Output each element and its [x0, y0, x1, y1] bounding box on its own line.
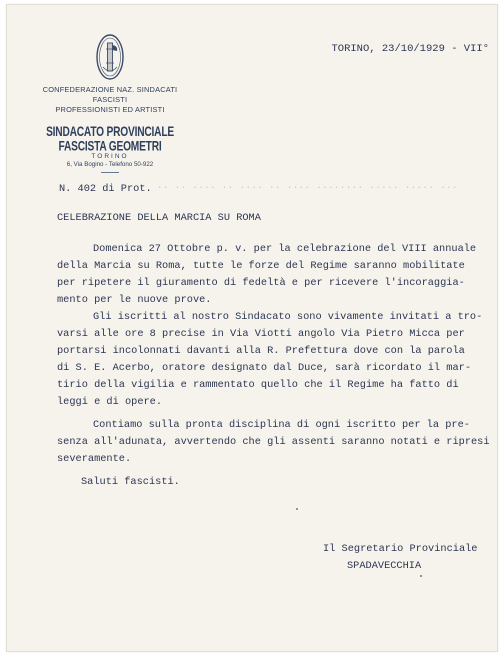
body-line: mento per le nuove prove. — [57, 294, 212, 306]
protocol-number: N. 402 di Prot. — [59, 183, 152, 195]
letterhead-address: 6, Via Bogino - Telefono 50-922 — [66, 161, 154, 168]
letterhead-city: TORINO — [91, 153, 129, 160]
body-line: per ripetere il giuramento di fedeltà e per ricevere l'incoraggia- — [57, 277, 465, 289]
letter-body — [57, 241, 490, 491]
body-line: portarsi incolonnati davanti alla R. Prefettura dove con la parola — [57, 345, 465, 357]
fasces-emblem-icon — [95, 33, 125, 81]
letterhead-rule — [101, 172, 119, 173]
letterhead-title: SINDACATO PROVINCIALE FASCISTA GEOMETRI — [46, 125, 174, 155]
body-line: della Marcia su Roma, tutte le forze del Regime saranno mobilitate — [57, 260, 465, 272]
body-line: tirio della vigilia e rammentato quello che il Regime ha fatto di — [57, 379, 459, 391]
ink-speck — [296, 508, 298, 510]
body-line: Domenica 27 Ottobre p. v. per la celebrazione del VIII annuale — [93, 243, 477, 255]
signature-title: Il Segretario Provinciale — [323, 543, 478, 555]
faint-show-through-text: ·· ·· ···· ·· ···· ·· ···· ········ ····· ····· ··· — [157, 183, 458, 193]
subject-line: CELEBRAZIONE DELLA MARCIA SU ROMA — [57, 212, 261, 224]
letter-sheet — [6, 4, 498, 652]
ink-speck — [420, 575, 422, 577]
body-line: Gli iscritti al nostro Sindacato sono vivamente invitati a tro- — [93, 311, 483, 323]
letterhead-confederation: CONFEDERAZIONE NAZ. SINDACATI — [42, 85, 178, 94]
dateline: TORINO, 23/10/1929 - VII° — [331, 43, 489, 55]
body-line: leggi e di opere. — [57, 396, 163, 408]
letterhead-fascisti: FASCISTI — [92, 95, 128, 104]
body-line: varsi alle ore 8 precise in Via Viotti angolo Via Pietro Micca per — [57, 328, 465, 340]
body-line: di S. E. Acerbo, oratore designato dal Duce, sarà ricordato il mar- — [57, 362, 472, 374]
letterhead-professionisti: PROFESSIONISTI ED ARTISTI — [55, 105, 165, 114]
body-line: Contiamo sulla pronta disciplina di ogni iscritto per la pre- — [93, 419, 470, 431]
letterhead — [25, 33, 195, 173]
body-line: senza all'adunata, avvertendo che gli assenti saranno notati e ripresi — [57, 436, 490, 448]
signature-block — [323, 541, 477, 575]
body-line: severamente. — [57, 453, 132, 465]
signature-name: SPADAVECCHIA — [347, 560, 422, 572]
closing-salutation: Saluti fascisti. — [81, 476, 180, 488]
